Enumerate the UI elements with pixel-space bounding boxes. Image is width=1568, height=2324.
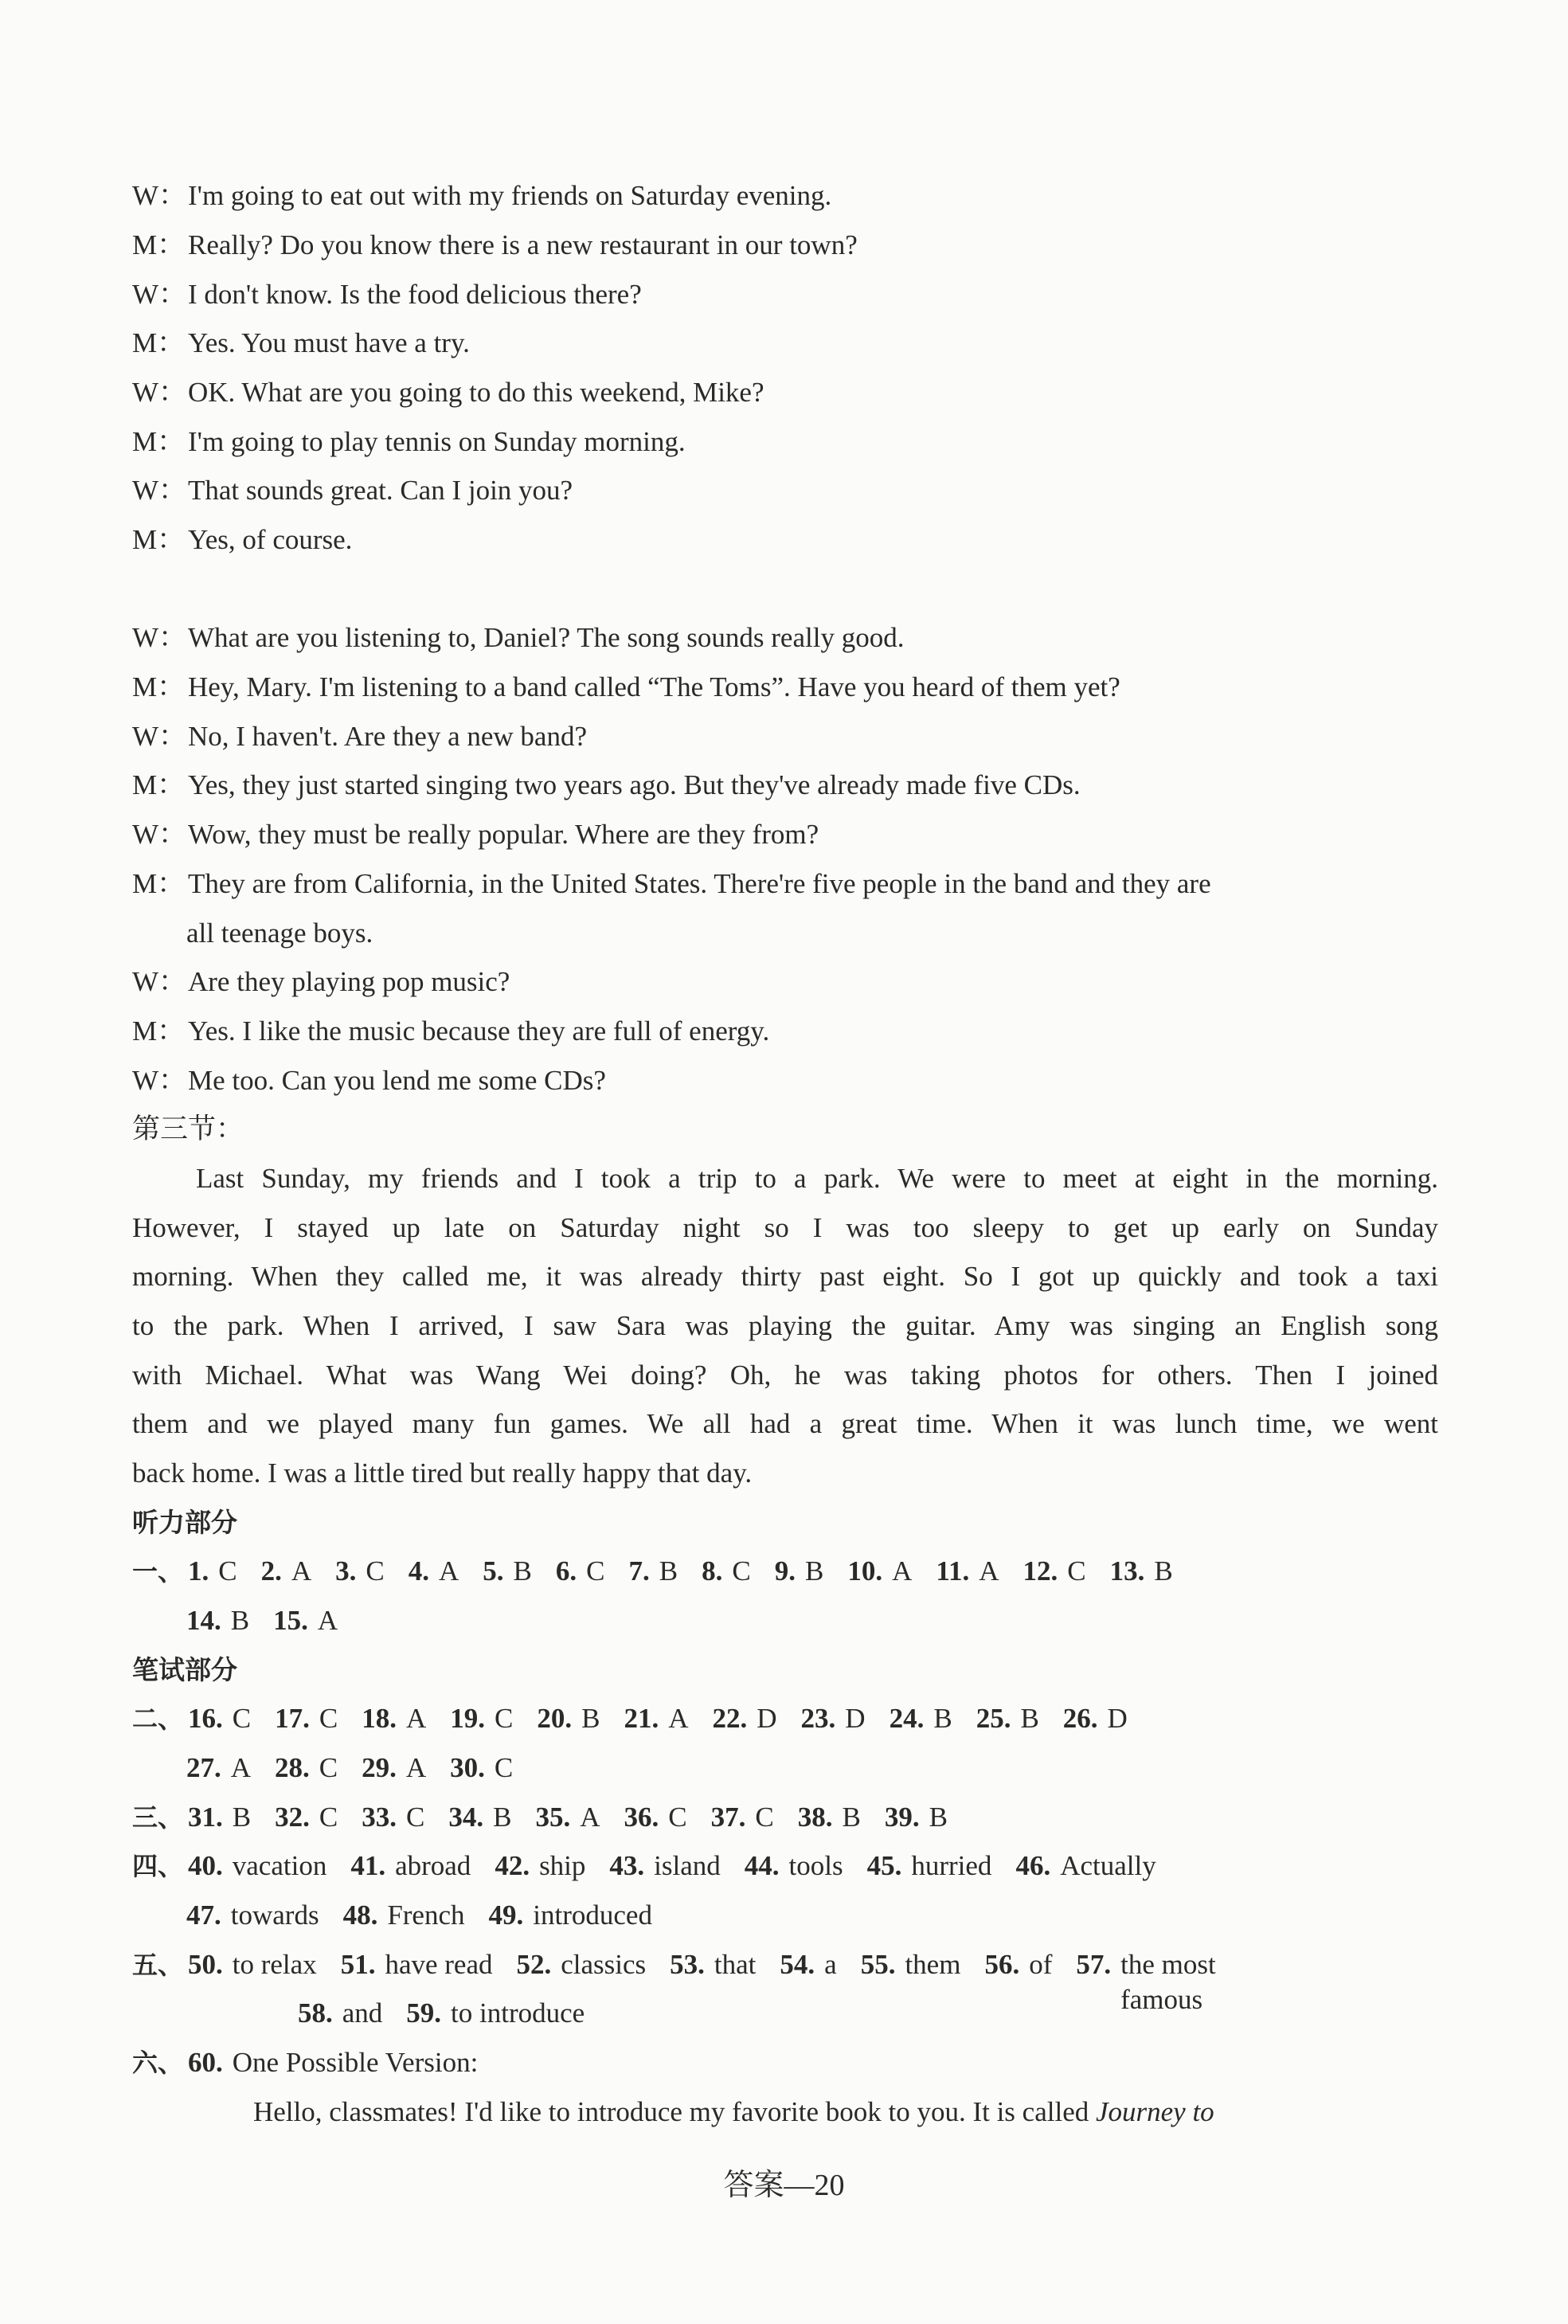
dialogue-line: M： Yes. You must have a try. bbox=[132, 327, 470, 358]
dialogue-line: M： Yes, they just started singing two years ago. But they've already made five CDs. bbox=[132, 769, 1081, 800]
dialogue-line: M： Yes, of course. bbox=[132, 524, 353, 555]
dialogue-line: M： Really? Do you know there is a new restaurant in our town? bbox=[132, 229, 858, 260]
dialogue-line-continued: all teenage boys. bbox=[186, 917, 373, 949]
passage-line: However, I stayed up late on Saturday night so I was too sleepy to get up early on Sunday bbox=[132, 1212, 1438, 1243]
passage-line: with Michael. What was Wang Wei doing? Oh, he was taking photos for others. Then I joined bbox=[132, 1360, 1438, 1391]
answer-row-part6: 六、 60. One Possible Version: bbox=[132, 2047, 479, 2078]
essay-first-line: Hello, classmates! I'd like to introduce my favorite book to you. It is called Journey to bbox=[253, 2096, 1214, 2127]
dialogue-line: M： Hey, Mary. I'm listening to a band called “The Toms”. Have you heard of them yet? bbox=[132, 671, 1120, 702]
dialogue-line: W：I don't know. Is the food delicious there? bbox=[132, 279, 642, 310]
dialogue-line: W：I'm going to eat out with my friends on Saturday evening. bbox=[132, 180, 832, 211]
dialogue-line: W：OK. What are you going to do this weekend, Mike? bbox=[132, 377, 764, 408]
answer-row-part2: 二、 16. C 17. C 18. A 19. C 20. B 21. A 22. D 23. D 24. B 25. B 26. D bbox=[132, 1703, 1128, 1734]
passage-line: Last Sunday, my friends and I took a trip to a park. We were to meet at eight in the morning. bbox=[196, 1163, 1438, 1194]
dialogue-line: W：Wow, they must be really popular. Where are they from? bbox=[132, 819, 819, 850]
answer-row-part1-continued: 14. B 15. A bbox=[186, 1605, 338, 1636]
dialogue-line: M： They are from California, in the United States. There're five people in the band and they are bbox=[132, 868, 1211, 899]
answer-row-part1: 一、 1. C 2. A 3. C 4. A 5. B 6. C 7. B 8. C 9. B 10. A 11. A 12. C 13. B bbox=[132, 1555, 1173, 1587]
answer-row-part5: 五、 50. to relax 51. have read 52. classics 53. that 54. a 55. them 56. of 57. the most famous bbox=[132, 1947, 1438, 2017]
dialogue-line: W：No, I haven't. Are they a new band? bbox=[132, 721, 587, 752]
answer-row-part4-continued: 47. towards 48. French 49. introduced bbox=[186, 1899, 652, 1931]
dialogue-line: W：Are they playing pop music? bbox=[132, 966, 510, 997]
dialogue-line: W：That sounds great. Can I join you? bbox=[132, 475, 573, 506]
dialogue-line: M： Yes. I like the music because they are full of energy. bbox=[132, 1015, 770, 1047]
dialogue-line: M： I'm going to play tennis on Sunday morning. bbox=[132, 426, 686, 457]
page-number: 答案—20 bbox=[723, 2169, 845, 2202]
written-heading: 笔试部分 bbox=[132, 1654, 237, 1685]
dialogue-line: W：What are you listening to, Daniel? The song sounds really good. bbox=[132, 622, 905, 653]
passage-line: to the park. When I arrived, I saw Sara was playing the guitar. Amy was singing an English song bbox=[132, 1310, 1438, 1341]
passage-line: them and we played many fun games. We all had a great time. When it was lunch time, we went bbox=[132, 1408, 1438, 1439]
section3-heading: 第三节： bbox=[132, 1113, 244, 1144]
listening-heading: 听力部分 bbox=[132, 1507, 237, 1538]
dialogue-line: W：Me too. Can you lend me some CDs? bbox=[132, 1065, 606, 1096]
answer-57-text: the most famous bbox=[1120, 1949, 1216, 2015]
answer-row-part3: 三、 31. B 32. C 33. C 34. B 35. A 36. C 37. C 38. B 39. B bbox=[132, 1802, 948, 1833]
book-title: Journey to bbox=[1095, 2096, 1214, 2127]
answer-row-part4: 四、 40. vacation 41. abroad 42. ship 43. island 44. tools 45. hurried 46. Actually bbox=[132, 1850, 1156, 1881]
answer-row-part5-continued: 58. and 59. to introduce bbox=[298, 1997, 585, 2029]
passage-line: morning. When they called me, it was already thirty past eight. So I got up quickly and took a taxi bbox=[132, 1261, 1438, 1292]
passage-line: back home. I was a little tired but really happy that day. bbox=[132, 1457, 753, 1489]
answer-row-part2-continued: 27. A 28. C 29. A 30. C bbox=[186, 1752, 514, 1783]
